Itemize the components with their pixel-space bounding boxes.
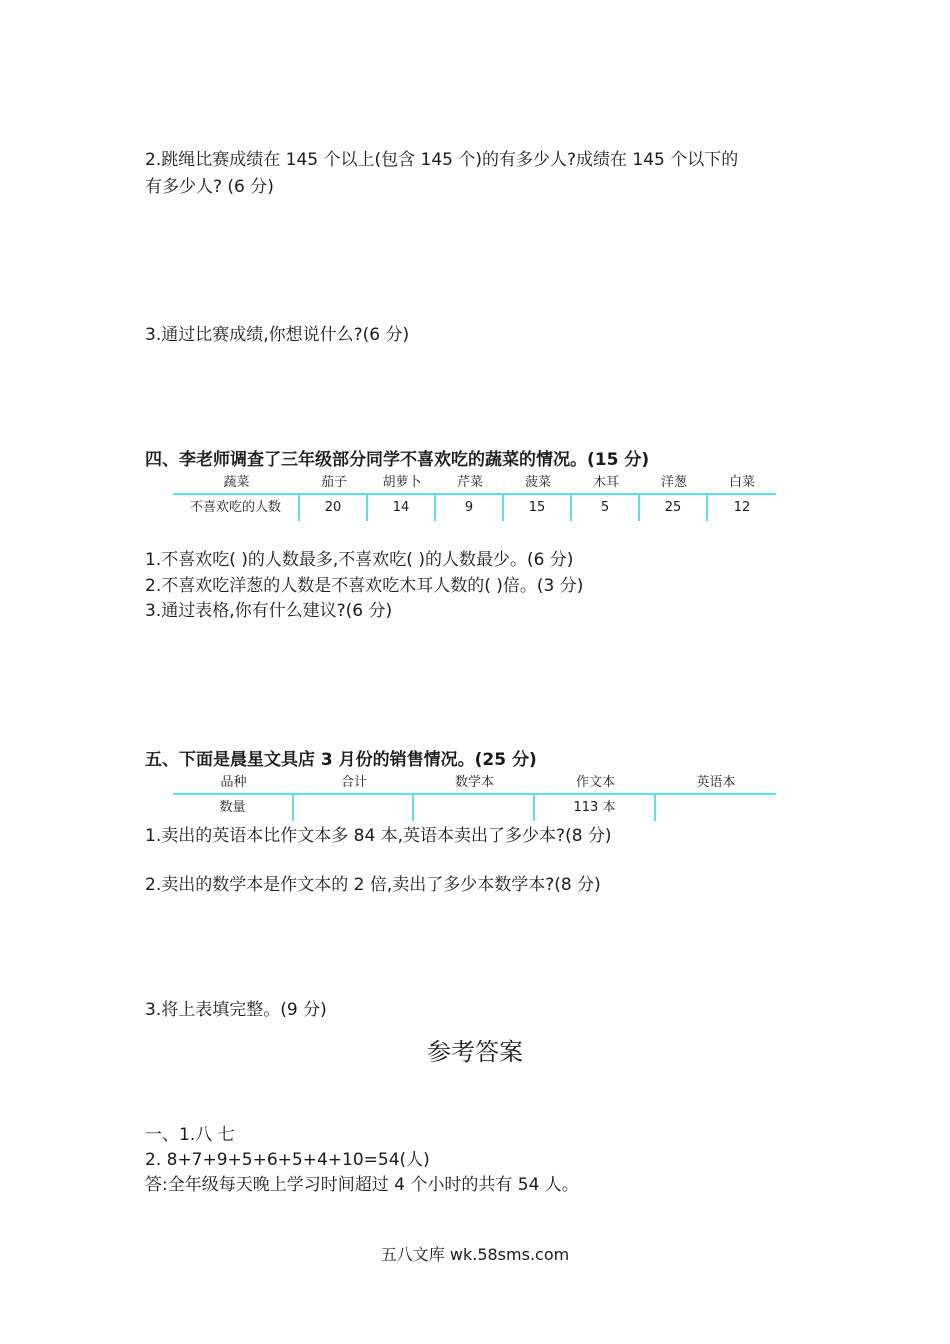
table-cell: 9 xyxy=(436,495,504,521)
table-header-cell: 品种 xyxy=(220,775,247,790)
sales-table xyxy=(173,773,776,821)
table-header-cell: 洋葱 xyxy=(660,475,687,490)
question-4-2: 2.不喜欢吃洋葱的人数是不喜欢吃木耳人数的( )倍。(3 分) xyxy=(145,576,584,596)
table-cell: 不喜欢吃的人数 xyxy=(173,495,300,521)
vegetable-table-header xyxy=(173,473,776,495)
table-header-cell: 白菜 xyxy=(728,475,755,490)
question-5-2: 2.卖出的数学本是作文本的 2 倍,卖出了多少本数学本?(8 分) xyxy=(145,875,601,895)
table-header-cell: 茄子 xyxy=(320,475,347,490)
table-cell: 15 xyxy=(504,495,572,521)
table-cell: 25 xyxy=(640,495,708,521)
sales-table-header xyxy=(173,773,776,795)
table-header-cell: 作文本 xyxy=(575,775,615,790)
table-header-cell: 菠菜 xyxy=(524,475,551,490)
table-header-cell: 合计 xyxy=(340,775,367,790)
question-3-2-line1: 2.跳绳比赛成绩在 145 个以上(包含 145 个)的有多少人?成绩在 145 个以下的 xyxy=(145,150,739,170)
table-cell: 5 xyxy=(572,495,640,521)
answer-2: 2. 8+7+9+5+6+5+4+10=54(人) xyxy=(145,1150,430,1170)
question-3-3: 3.通过比赛成绩,你想说什么?(6 分) xyxy=(145,325,410,345)
table-header-cell: 数学本 xyxy=(454,775,494,790)
question-3-2-line2: 有多少人? (6 分) xyxy=(145,177,274,197)
table-cell-english xyxy=(656,795,776,821)
table-cell-total xyxy=(294,795,414,821)
table-header-cell: 英语本 xyxy=(696,775,736,790)
table-header-cell: 木耳 xyxy=(592,475,619,490)
table-row xyxy=(173,495,776,521)
table-header-cell: 蔬菜 xyxy=(223,475,250,490)
table-row xyxy=(173,795,776,821)
table-cell-composition: 113 本 xyxy=(535,795,656,821)
question-5-1: 1.卖出的英语本比作文本多 84 本,英语本卖出了多少本?(8 分) xyxy=(145,826,612,846)
page-footer: 五八文库 wk.58sms.com xyxy=(380,1245,570,1264)
section-4-heading: 四、李老师调查了三年级部分同学不喜欢吃的蔬菜的情况。(15 分) xyxy=(145,450,650,470)
question-4-3: 3.通过表格,你有什么建议?(6 分) xyxy=(145,601,393,621)
section-5-heading: 五、下面是晨星文具店 3 月份的销售情况。(25 分) xyxy=(145,750,537,770)
table-cell: 14 xyxy=(368,495,436,521)
answer-3: 答:全年级每天晚上学习时间超过 4 个小时的共有 54 人。 xyxy=(145,1175,579,1195)
answers-title: 参考答案 xyxy=(427,1038,523,1066)
question-5-3: 3.将上表填完整。(9 分) xyxy=(145,1000,327,1020)
table-header-cell: 芹菜 xyxy=(456,475,483,490)
table-cell: 12 xyxy=(733,500,751,515)
table-cell-math xyxy=(414,795,535,821)
table-cell: 数量 xyxy=(173,795,294,821)
vegetable-table xyxy=(173,473,776,521)
table-header-cell: 胡萝卜 xyxy=(382,475,422,490)
answer-1: 一、1.八 七 xyxy=(145,1125,235,1145)
question-4-1: 1.不喜欢吃( )的人数最多,不喜欢吃( )的人数最少。(6 分) xyxy=(145,550,574,570)
table-cell: 20 xyxy=(300,495,368,521)
